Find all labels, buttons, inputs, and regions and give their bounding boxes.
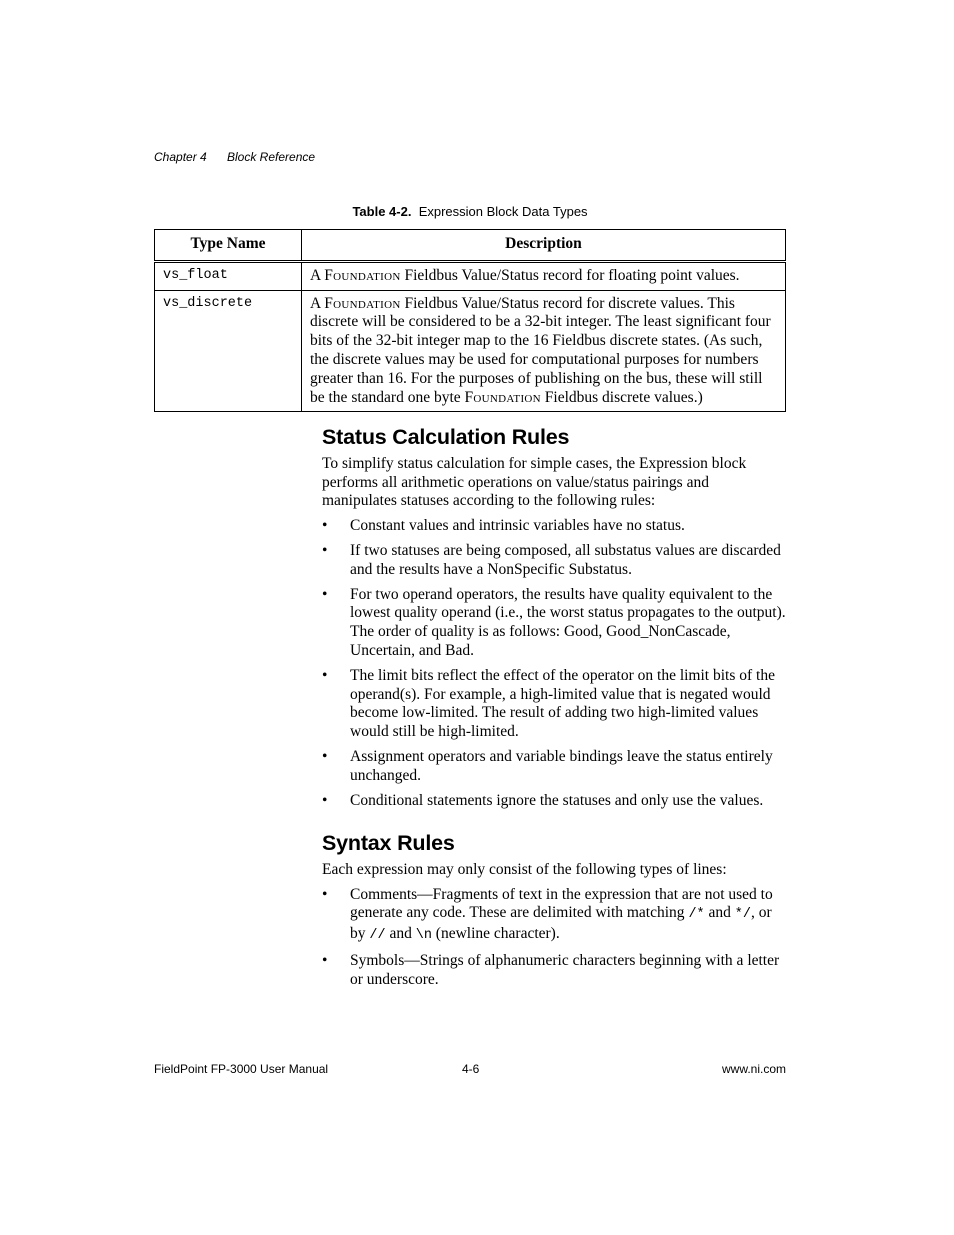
- list-item-text: For two operand operators, the results have quality equivalent to the lowest quality operand (i.e., the worst status propagates to the output). The order of quality is as follows: Good, Good_NonCascade, Uncertain, and Bad.: [350, 585, 786, 659]
- list-item-text: If two statuses are being composed, all substatus values are discarded and the results have a NonSpecific Substatus.: [350, 541, 781, 578]
- list-item: [322, 542, 786, 580]
- list-item-text: The limit bits reflect the effect of the operator on the limit bits of the operand(s). For example, a high-limited value that is negated would become low-limited. The result of adding two high-limited values would still be high-limited.: [350, 666, 775, 741]
- running-header: [154, 150, 315, 164]
- table-caption: [154, 204, 786, 219]
- list-item: [322, 952, 786, 990]
- code-token: /*: [688, 907, 705, 923]
- status-intro-paragraph: To simplify status calculation for simple cases, the Expression block performs all arithmetic operations on value/status pairings and manipulates statuses according to the following rules:: [322, 454, 747, 510]
- bullet-mark: •: [322, 585, 328, 603]
- description-text: A: [310, 294, 325, 312]
- list-item: [322, 886, 786, 946]
- bullet-mark: •: [322, 791, 328, 809]
- list-item-text: (newline character).: [431, 925, 560, 943]
- description-cell: [302, 261, 786, 290]
- table-caption-title: Expression Block Data Types: [418, 204, 588, 219]
- syntax-intro-paragraph: Each expression may only consist of the following types of lines:: [322, 860, 727, 878]
- list-item-text: Constant values and intrinsic variables have no status.: [350, 517, 685, 535]
- list-item-text: Symbols—Strings of alphanumeric characters beginning with a letter or underscore.: [350, 951, 780, 988]
- code-token: //: [369, 928, 386, 944]
- column-header-description: Description: [302, 230, 786, 262]
- type-name-cell: vs_discrete: [155, 290, 302, 412]
- status-calculation-section: [322, 425, 786, 810]
- list-item: [322, 792, 786, 811]
- description-text: Fieldbus discrete values.): [540, 388, 703, 406]
- section-heading: Status Calculation Rules: [322, 425, 570, 449]
- list-item-text: Assignment operators and variable bindings leave the status entirely unchanged.: [350, 747, 773, 784]
- table-row: [155, 261, 786, 290]
- code-token: \n: [415, 928, 432, 944]
- list-item-text: and: [385, 925, 416, 943]
- description-text: Fieldbus Value/Status record for floating point values.: [400, 266, 740, 284]
- section-label: Block Reference: [227, 150, 316, 164]
- foundation-term: Foundation: [324, 294, 401, 312]
- table-header-row: [155, 230, 786, 262]
- list-item-text: , or by: [350, 904, 772, 943]
- bullet-mark: •: [322, 541, 328, 559]
- table-caption-label: Table 4-2.: [352, 204, 412, 219]
- footer-website: www.ni.com: [721, 1062, 786, 1076]
- description-cell: [302, 290, 786, 412]
- page-number: 4-6: [462, 1062, 480, 1076]
- section-heading: Syntax Rules: [322, 831, 455, 855]
- bullet-mark: •: [322, 747, 328, 765]
- table-row: [155, 290, 786, 412]
- foundation-term: Foundation: [464, 388, 541, 406]
- footer-manual-title: FieldPoint FP-3000 User Manual: [154, 1062, 329, 1076]
- bullet-mark: •: [322, 666, 328, 684]
- bullet-mark: •: [322, 885, 328, 903]
- list-item-text: and: [704, 904, 735, 922]
- foundation-term: Foundation: [324, 266, 401, 284]
- list-item: [322, 748, 786, 786]
- description-text: A: [310, 266, 325, 284]
- syntax-rules-section: [322, 831, 786, 990]
- type-name-cell: vs_float: [155, 261, 302, 290]
- chapter-label: Chapter 4: [154, 150, 207, 164]
- code-token: */: [734, 907, 751, 923]
- description-text: Fieldbus Value/Status record for discrete values. This discrete will be considered to be a 32-bit integer. The least significant four bits of the 32-bit integer map to the 16 Fieldbus discrete states. (As such, the discrete values may be used for computational purposes for numbers greater than 16. For the purposes of publishing on the bus, these will still be the standard one byte: [310, 294, 771, 406]
- bullet-mark: •: [322, 517, 328, 535]
- list-item: [322, 586, 786, 661]
- list-item-text: Conditional statements ignore the statuses and only use the values.: [350, 791, 764, 809]
- list-item: [322, 667, 786, 742]
- data-types-table: [154, 229, 786, 412]
- column-header-type-name: Type Name: [155, 230, 302, 262]
- syntax-rules-list: [322, 886, 786, 990]
- status-rules-list: [322, 517, 786, 810]
- list-item-text: Comments—Fragments of text in the expression that are not used to generate any code. These are delimited with matching: [350, 885, 773, 922]
- list-item: [322, 517, 786, 536]
- bullet-mark: •: [322, 951, 328, 969]
